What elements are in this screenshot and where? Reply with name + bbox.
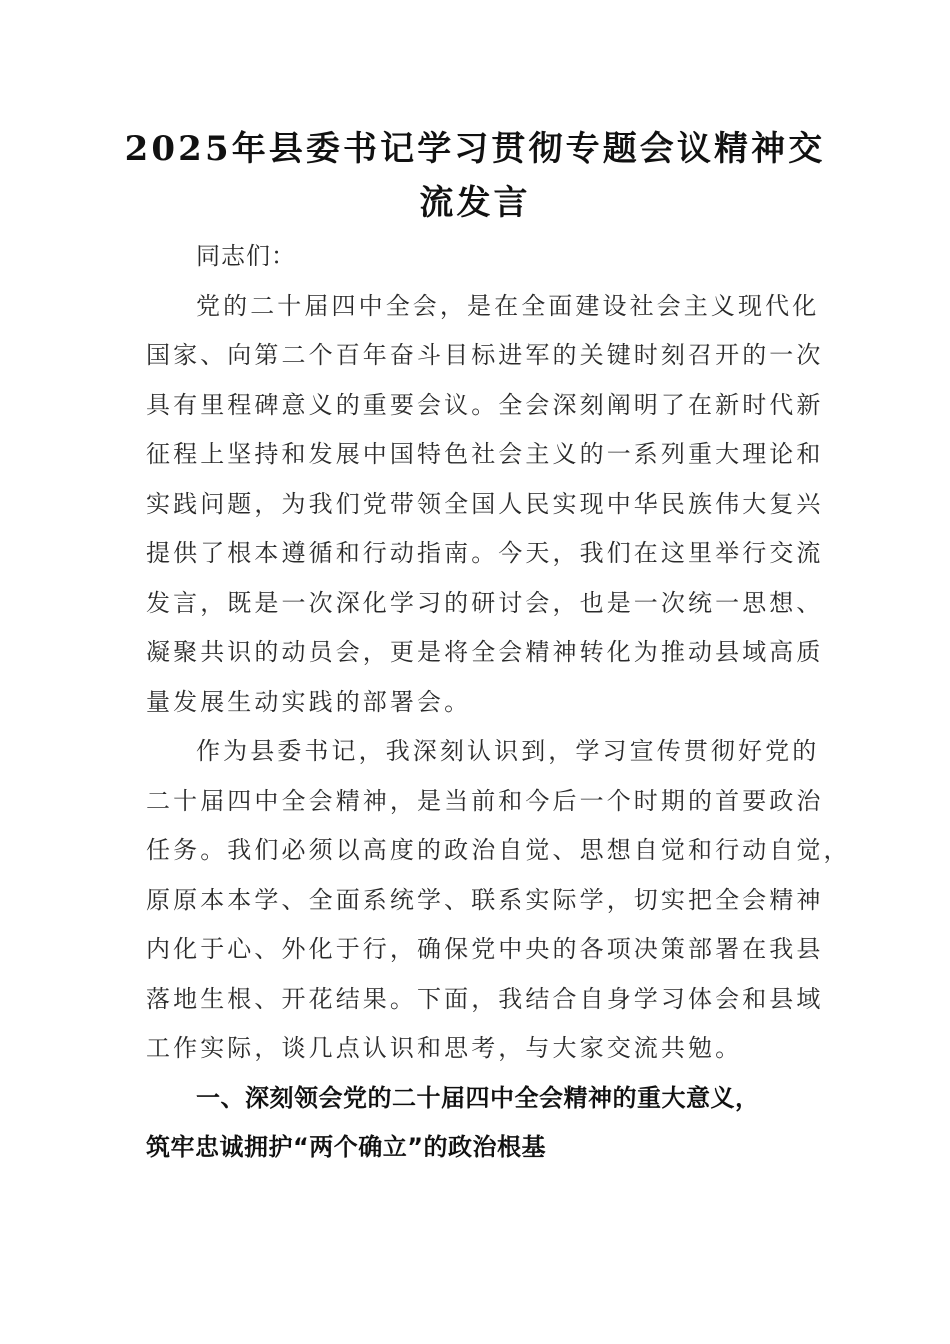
paragraph-line: 内化于心、外化于行，确保党中央的各项决策部署在我县 [146, 935, 824, 963]
paragraph-line: 原原本本学、全面系统学、联系实际学，切实把全会精神 [146, 885, 824, 914]
section-heading-1 [146, 1074, 816, 1173]
title-line-1: 2025年县委书记学习贯彻专题会议精神交 [124, 129, 826, 169]
title-line-2: 流发言 [419, 183, 531, 223]
paragraph-line: 提供了根本遵循和行动指南。今天，我们在这里举行交流 [146, 539, 824, 567]
paragraph-line: 任务。我们必须以高度的政治自觉、思想自觉和行动自觉， [146, 836, 851, 864]
paragraph-line: 凝聚共识的动员会，更是将全会精神转化为推动县域高质 [146, 638, 824, 666]
greeting-text: 同志们： [196, 242, 296, 270]
heading-line-1: 一、深刻领会党的二十届四中全会精神的重大意义， [196, 1083, 760, 1112]
paragraph-line: 量发展生动实践的部署会。 [146, 687, 472, 716]
document-body [146, 232, 851, 1173]
document-title [100, 122, 850, 230]
paragraph-line: 落地生根、开花结果。下面，我结合自身学习体会和县域 [146, 984, 824, 1013]
paragraph-line: 实践问题，为我们党带领全国人民实现中华民族伟大复兴 [146, 489, 824, 518]
paragraph-line: 发言，既是一次深化学习的研讨会，也是一次统一思想、 [146, 588, 824, 617]
paragraph-line: 具有里程碑意义的重要会议。全会深刻阐明了在新时代新 [146, 390, 824, 419]
greeting [146, 232, 816, 282]
paragraph-line: 作为县委书记，我深刻认识到，学习宣传贯彻好党的 [196, 737, 820, 765]
paragraph-1 [146, 282, 824, 728]
paragraph-line: 征程上坚持和发展中国特色社会主义的一系列重大理论和 [146, 440, 824, 468]
paragraph-line: 工作实际，谈几点认识和思考，与大家交流共勉。 [146, 1034, 743, 1062]
paragraph-line: 国家、向第二个百年奋斗目标进军的关键时刻召开的一次 [146, 341, 824, 369]
paragraph-2 [146, 727, 851, 1074]
heading-line-2: 筑牢忠诚拥护“两个确立”的政治根基 [146, 1133, 547, 1161]
paragraph-line: 二十届四中全会精神，是当前和今后一个时期的首要政治 [146, 786, 824, 815]
paragraph-line: 党的二十届四中全会，是在全面建设社会主义现代化 [196, 291, 820, 320]
